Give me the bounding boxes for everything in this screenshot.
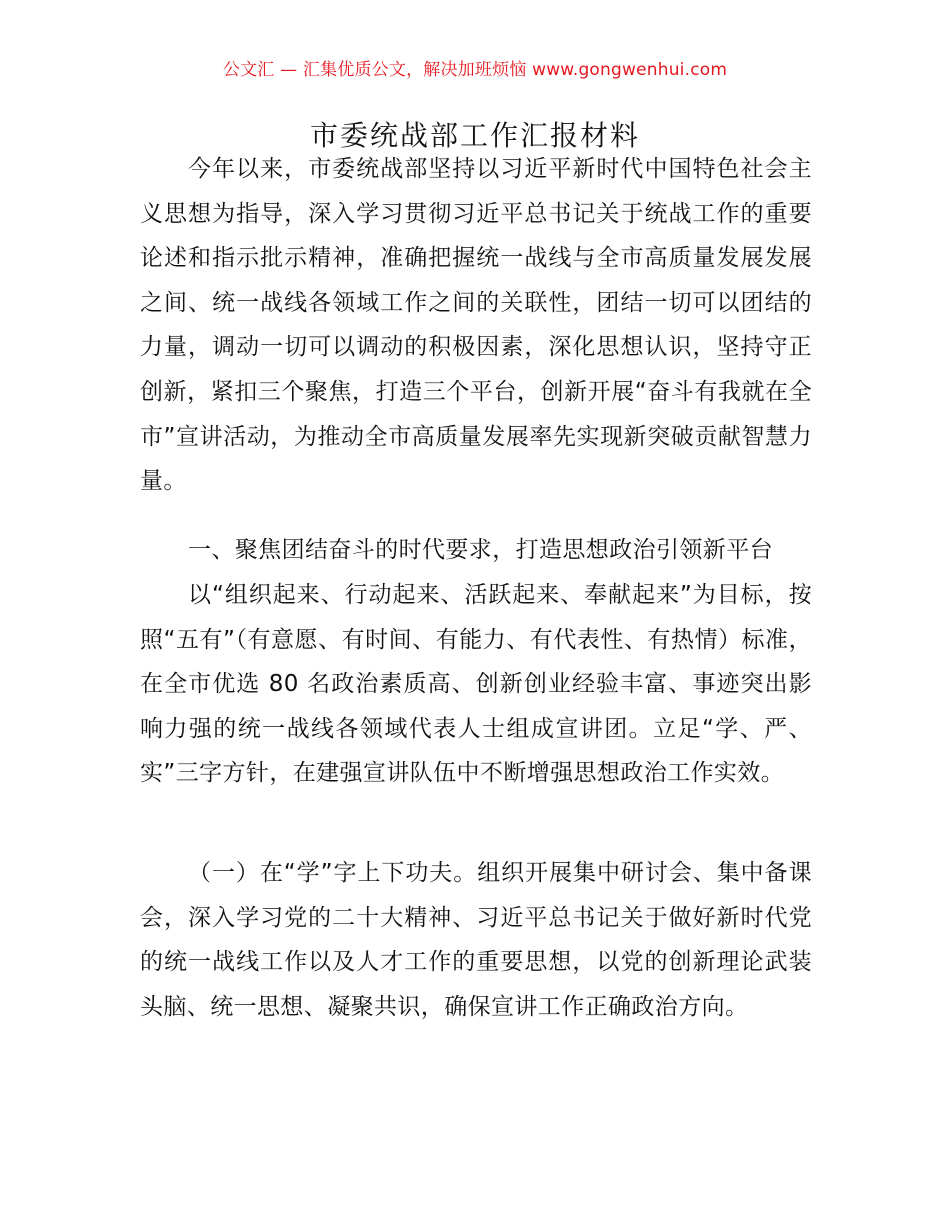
section-1-paragraph-block <box>140 573 812 796</box>
subsection-1-paragraph-block <box>140 851 812 1029</box>
site-banner: 公文汇 — 汇集优质公文，解决加班烦恼 www.gongwenhui.com <box>222 60 728 80</box>
intro-paragraph-block <box>140 147 812 504</box>
intro-paragraph: 今年以来，市委统战部坚持以习近平新时代中国特色社会主义思想为指导，深入学习贯彻习近平总书记关于统战工作的重要论述和指示批示精神，准确把握统一战线与全市高质量发展发展之间、统一战线各领域工作之间的关联性，团结一切可以团结的力量，调动一切可以调动的积极因素，深化思想认识，坚持守正创新，紧扣三个聚焦，打造三个平台，创新开展“奋斗有我就在全市”宣讲活动，为推动全市高质量发展率先实现新突破贡献智慧力量。 <box>140 156 812 495</box>
section-1-paragraph: 以“组织起来、行动起来、活跃起来、奉献起来”为目标，按照“五有”（有意愿、有时间、有能力、有代表性、有热情）标准，在全市优选 80 名政治素质高、创新创业经验丰富、事迹突出影响力强的统一战线各领域代表人士组成宣讲团。立足“学、严、实”三字方针，在建强宣讲队伍中不断增强思想政治工作实效。 <box>140 582 812 787</box>
document-title: 市委统战部工作汇报材料 <box>309 119 640 152</box>
subsection-1-paragraph: （一）在“学”字上下功夫。组织开展集中研讨会、集中备课会，深入学习党的二十大精神、习近平总书记关于做好新时代党的统一战线工作以及人才工作的重要思想，以党的创新理论武装头脑、统一思想、凝聚共识，确保宣讲工作正确政治方向。 <box>140 860 812 1020</box>
section-heading-block <box>140 528 812 573</box>
section-heading-1: 一、聚焦团结奋斗的时代要求，打造思想政治引领新平台 <box>188 537 773 563</box>
